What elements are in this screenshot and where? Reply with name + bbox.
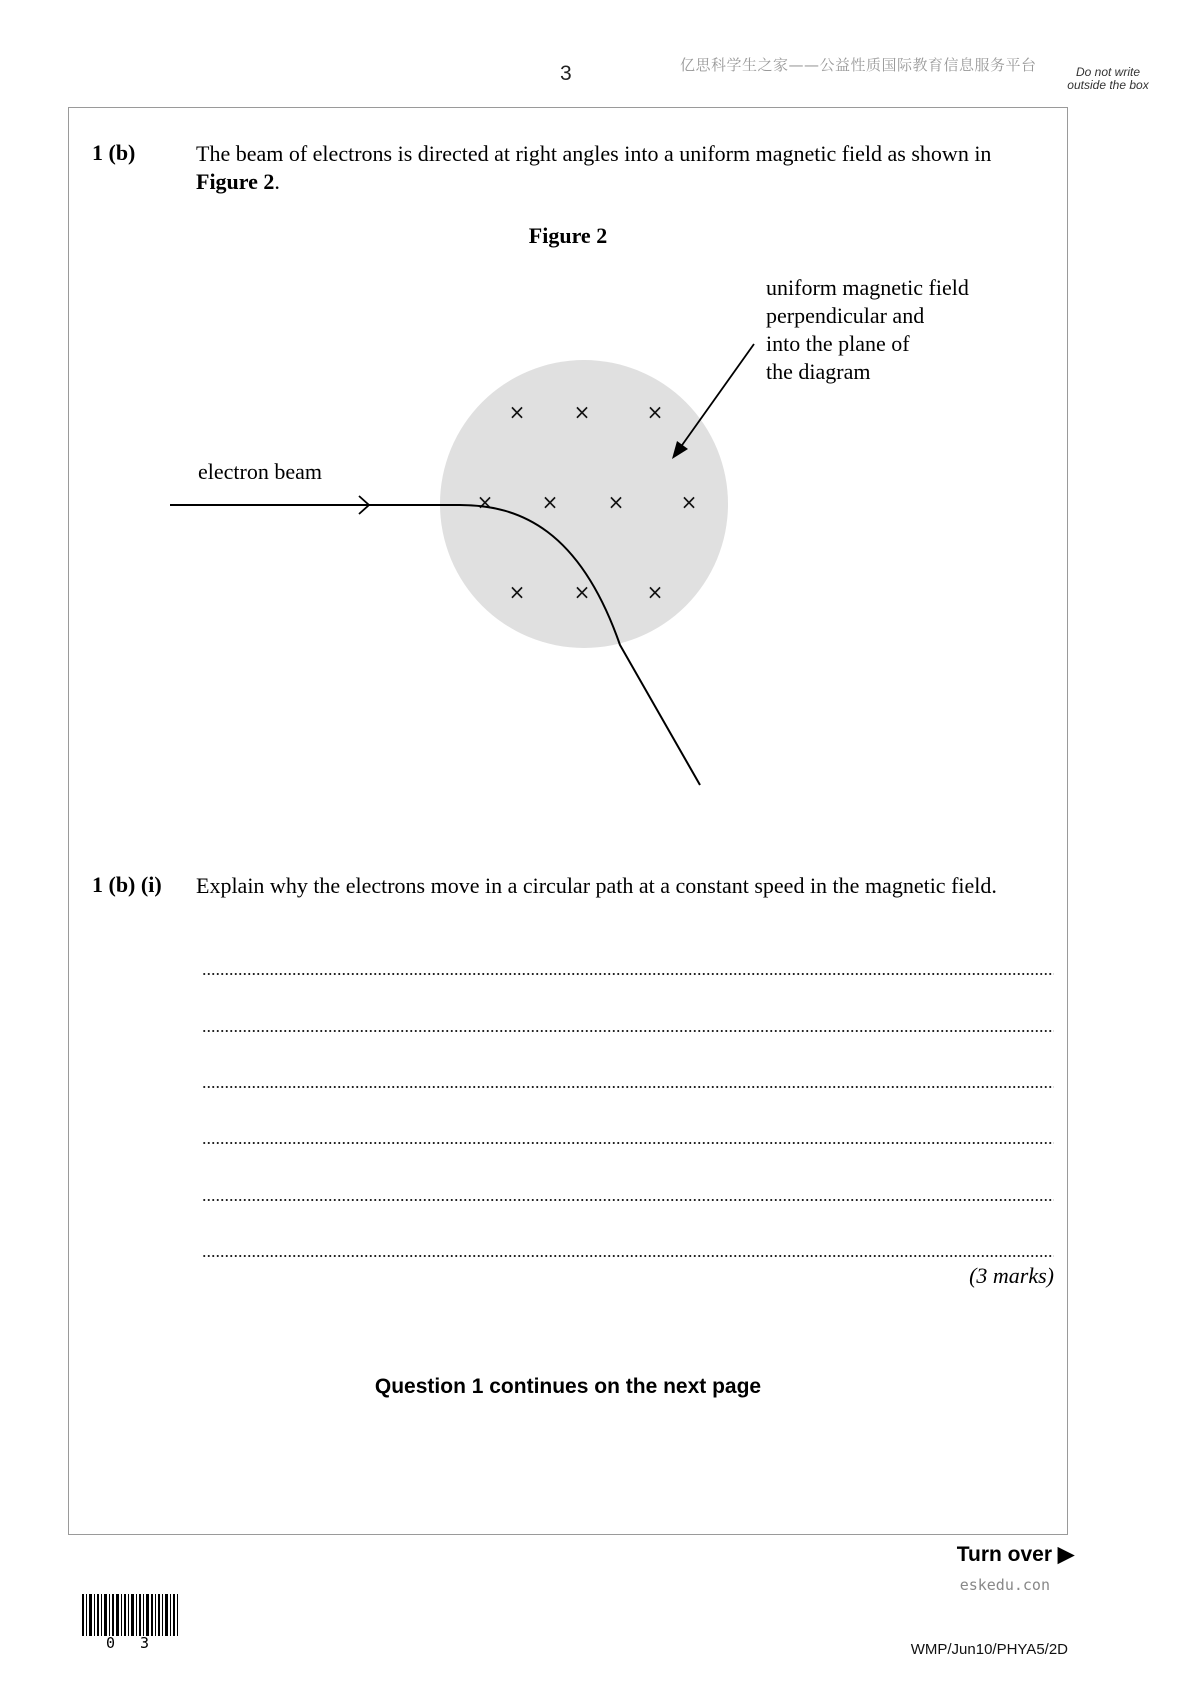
margin-note: Do not write outside the box [1067, 65, 1149, 92]
watermark: 亿思科学生之家——公益性质国际教育信息服务平台 [680, 56, 1037, 74]
field-cross: × [646, 400, 664, 424]
answer-line[interactable] [202, 1254, 1054, 1258]
field-cross: × [607, 490, 625, 514]
answer-line[interactable] [202, 1029, 1054, 1033]
page-number: 3 [560, 62, 572, 85]
field-label-line: the diagram [766, 359, 871, 384]
figure-2-diagram [160, 270, 1020, 800]
field-cross: × [573, 580, 591, 604]
marks-label: (3 marks) [969, 1263, 1054, 1288]
field-cross: × [646, 580, 664, 604]
field-label-line: into the plane of [766, 331, 910, 356]
continues-note: Question 1 continues on the next page [374, 1375, 762, 1398]
question-text-1b [196, 140, 1058, 196]
barcode-icon [82, 1594, 178, 1636]
field-cross: × [573, 400, 591, 424]
answer-line[interactable] [202, 1198, 1054, 1202]
field-cross: × [541, 490, 559, 514]
field-cross: × [680, 490, 698, 514]
question-text-1b-part1: The beam of electrons is directed at right angles into a uniform magnetic field as shown in [196, 141, 992, 166]
answer-line[interactable] [202, 972, 1054, 976]
figure-title: Figure 2 [528, 223, 608, 248]
answer-line[interactable] [202, 1141, 1054, 1145]
question-text-1bi: Explain why the electrons move in a circular path at a constant speed in the magnetic field. [196, 873, 997, 898]
question-number-1b: 1 (b) [92, 140, 136, 165]
turn-over-label: Turn over ▶ [956, 1543, 1074, 1566]
field-cross: × [476, 490, 494, 514]
question-number-1bi: 1 (b) (i) [92, 872, 162, 897]
field-label-line: uniform magnetic field [766, 275, 969, 300]
field-cross: × [508, 400, 526, 424]
paper-code: WMP/Jun10/PHYA5/2D [910, 1641, 1068, 1658]
electron-beam-label: electron beam [198, 459, 322, 484]
figure-reference: Figure 2 [196, 169, 275, 194]
site-watermark: eskedu.con [959, 1576, 1050, 1594]
field-label-line: perpendicular and [766, 303, 925, 328]
field-cross: × [508, 580, 526, 604]
answer-line[interactable] [202, 1085, 1054, 1089]
question-text-1b-part2: . [274, 169, 280, 194]
field-label-pointer [680, 344, 754, 448]
barcode-digits: 0 3 [106, 1634, 158, 1652]
